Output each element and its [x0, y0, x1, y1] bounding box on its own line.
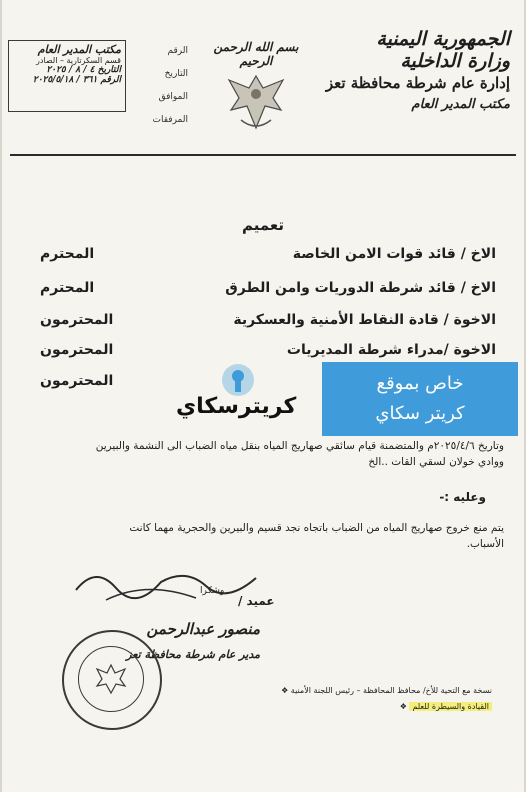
promo-banner	[322, 362, 518, 436]
directorate-line: إدارة عام شرطة محافظة تعز	[325, 74, 510, 92]
signer-name: منصور عبدالرحمن	[146, 620, 260, 638]
stamp-date: التاريخ ٤ / ٨ / ٢٠٢٥	[46, 65, 121, 75]
meta-corresponding-label: الموافق	[158, 92, 188, 102]
doc-title: تعميم	[241, 216, 285, 234]
letterhead-center	[196, 40, 316, 138]
page-edge-left	[0, 0, 2, 792]
office-line: مكتب المدير العام	[411, 97, 510, 112]
cc-line-1: نسخة مع التحية للأخ/ محافظ المحافظة – رئيس اللجنة الأمنية ❖	[281, 686, 492, 695]
republic-line: الجمهورية اليمنية	[376, 28, 510, 50]
cc-line-2: القيادة والسيطرة للعلم ❖	[190, 702, 492, 711]
signature-scribble-icon	[66, 560, 266, 610]
honorific-text: المحترمون	[40, 373, 114, 389]
letterhead-right	[320, 28, 510, 116]
honorific-text: المحترمون	[40, 342, 114, 358]
stamp-section: قسم السكرتارية – الصادر	[35, 56, 121, 65]
brand-wordmark: كريترسكاي	[176, 394, 297, 419]
stamp-number: الرقم ٣٦١ / ٢٠٢٥/٥/١٨	[32, 75, 121, 85]
honorific-text: المحترم	[40, 280, 95, 296]
addressee-text: الاخ / قائد شرطة الدوريات وامن الطرق	[225, 280, 496, 296]
signer-title: مدير عام شرطة محافظة تعز	[126, 648, 260, 661]
meta-date-label: التاريخ	[164, 69, 188, 79]
official-seal	[62, 630, 162, 730]
cc-text-1: نسخة مع التحية للأخ/ محافظ المحافظة – رئيس اللجنة الأمنية	[290, 686, 492, 695]
body-line-2: وتاريخ ٢٠٢٥/٤/٦م والمتضمنة قيام سائقي صهاريج المياه بنقل مياه الضباب الى النشمة والبيرين	[95, 440, 504, 452]
cc-text-2: القيادة والسيطرة للعلم	[409, 702, 492, 711]
promo-line-1: خاص بموقع	[376, 373, 464, 394]
eagle-emblem-icon	[221, 70, 291, 134]
rank-text: عميد /	[238, 594, 275, 608]
seal-eagle-icon	[94, 662, 128, 696]
stamp-office: مكتب المدير العام	[37, 43, 121, 56]
closing-text: وشكرا	[200, 586, 225, 596]
addressee-row	[30, 280, 496, 304]
honorific-text: المحترم	[40, 246, 95, 262]
addressee-text: الاخوة /مدراء شرطة المديريات	[286, 342, 496, 358]
honorific-text: المحترمون	[40, 312, 114, 328]
directive-line-2: الأسباب.	[466, 538, 504, 550]
directive-line-1: يتم منع خروج صهاريج المياه من الضباب باتجاه نجد قسيم والبيرين والحجرية مهما كانت	[129, 522, 504, 534]
outgoing-stamp	[8, 40, 126, 112]
ministry-line: وزارة الداخلية	[400, 50, 510, 72]
body-line-3: ووادي خولان لسقي القات ..الخ	[368, 456, 504, 468]
addressee-text: الاخ / قائد قوات الامن الخاصة	[292, 246, 496, 262]
bismillah-text: بسم الله الرحمن الرحيم	[213, 40, 299, 68]
addressee-row	[30, 246, 496, 270]
addressee-row	[30, 312, 496, 336]
brand-logo-icon	[218, 362, 258, 398]
header-divider	[10, 154, 516, 156]
wa-alayh-text: وعليه :-	[439, 490, 486, 504]
meta-attachments-label: المرفقات	[152, 115, 188, 125]
addressee-text: الاخوة / قادة النقاط الأمنية والعسكرية	[233, 312, 496, 328]
meta-number-label: الرقم	[167, 46, 188, 56]
directive-paragraph	[30, 520, 504, 552]
promo-line-2: كريتر سكاي	[375, 403, 465, 424]
